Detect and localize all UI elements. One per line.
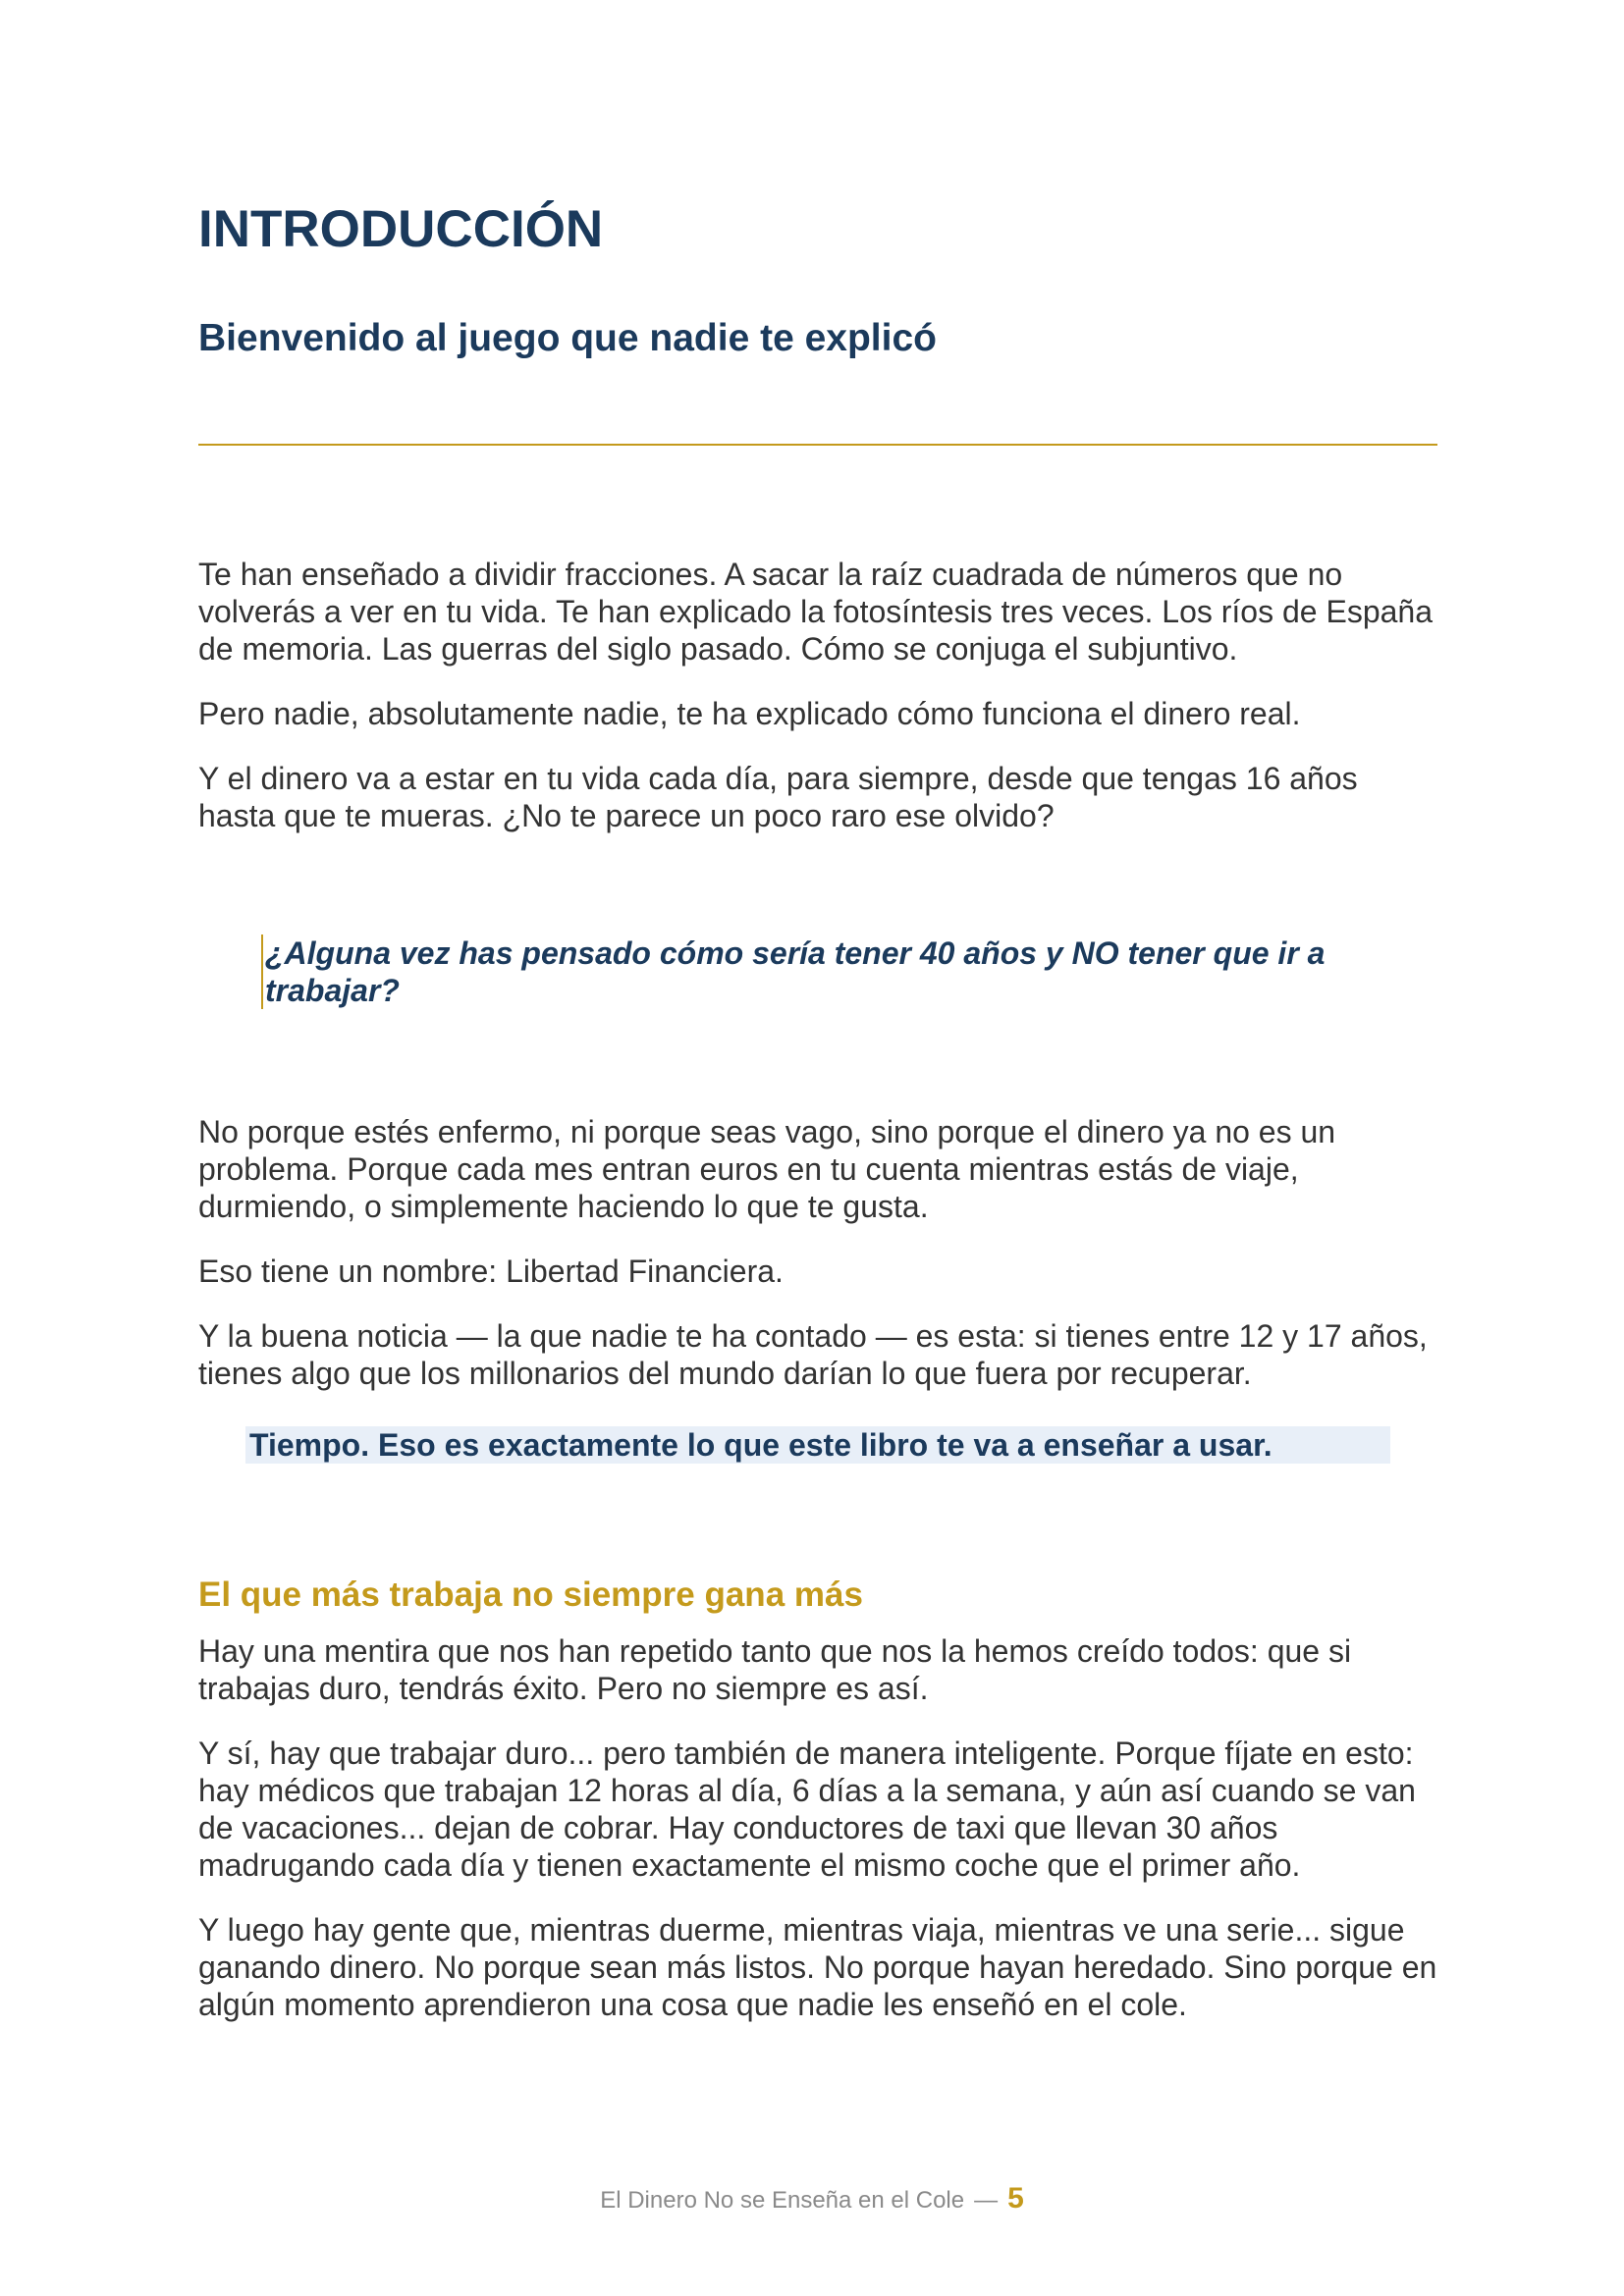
body-section [198, 1113, 1437, 1392]
pull-quote: ¿Alguna vez has pensado cómo sería tener 40 años y NO tener que ir a trabajar? [261, 934, 1404, 1009]
body-paragraph-3: Y la buena noticia — la que nadie te ha contado — es esta: si tienes entre 12 y 17 años, tienes algo que los millonarios del mundo darían lo que fuera por recuperar. [198, 1318, 1428, 1391]
section-heading: El que más trabaja no siempre gana más [198, 1575, 863, 1614]
intro-paragraph-3: Y el dinero va a estar en tu vida cada día, para siempre, desde que tengas 16 años hasta que te mueras. ¿No te parece un poco raro ese olvido? [198, 761, 1358, 833]
divider-line [198, 444, 1437, 446]
section-paragraph-1: Hay una mentira que nos han repetido tanto que nos la hemos creído todos: que si trabajas duro, tendrás éxito. Pero no siempre es así. [198, 1633, 1352, 1706]
intro-paragraph-2: Pero nadie, absolutamente nadie, te ha explicado cómo funciona el dinero real. [198, 696, 1301, 731]
section-paragraph-3: Y luego hay gente que, mientras duerme, mientras viaja, mientras ve una serie... sigue ganando dinero. No porque sean más listos. No porque hayan heredado. Sino porque en algún momento aprendieron una cosa que nadie les enseñó en el cole. [198, 1912, 1437, 2022]
body-paragraph-1: No porque estés enfermo, ni porque seas vago, sino porque el dinero ya no es un problema. Porque cada mes entran euros en tu cuenta mientras estás de viaje, durmiendo, o simplemente haciendo lo que te gusta. [198, 1114, 1336, 1224]
footer-book-title: El Dinero No se Enseña en el Cole [600, 2187, 965, 2214]
highlight-callout: Tiempo. Eso es exactamente lo que este libro te va a enseñar a usar. [245, 1426, 1390, 1464]
body-paragraph-2: Eso tiene un nombre: Libertad Financiera. [198, 1254, 784, 1289]
page-number: 5 [1007, 2182, 1024, 2215]
page-title: INTRODUCCIÓN [198, 200, 604, 258]
section-body [198, 1632, 1437, 2023]
intro-paragraph-1: Te han enseñado a dividir fracciones. A sacar la raíz cuadrada de números que no volverás a ver en tu vida. Te han explicado la fotosíntesis tres veces. Los ríos de España de memoria. Las guerras del siglo pasado. Cómo se conjuga el subjuntivo. [198, 557, 1433, 667]
page-subtitle: Bienvenido al juego que nadie te explicó [198, 317, 937, 359]
intro-section [198, 556, 1437, 834]
section-paragraph-2: Y sí, hay que trabajar duro... pero también de manera inteligente. Porque fíjate en esto: hay médicos que trabajan 12 horas al día, 6 días a la semana, y aún así cuando se van de vacaciones... dejan de cobrar. Hay conductores de taxi que llevan 30 años madrugando cada día y tienen exactamente el mismo coche que el primer año. [198, 1735, 1416, 1883]
page-footer [0, 2181, 1624, 2218]
footer-separator: — [974, 2187, 999, 2214]
